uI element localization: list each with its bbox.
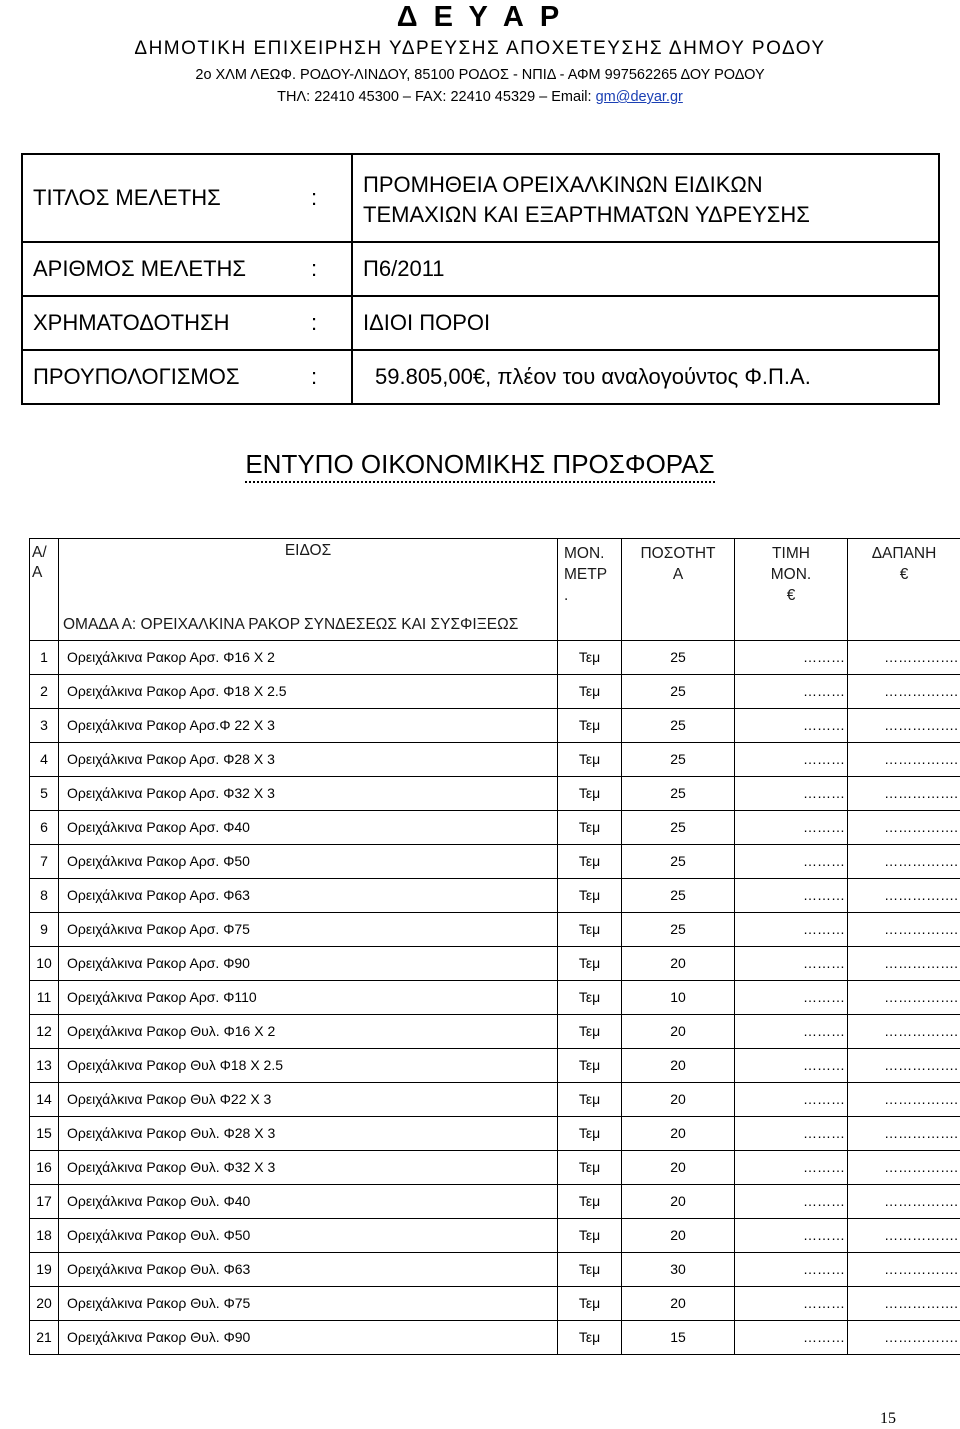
header-unit-line1: ΜΟΝ. bbox=[564, 545, 605, 562]
row-quantity: 25 bbox=[622, 878, 735, 912]
table-row bbox=[30, 776, 960, 810]
row-total: ……………. bbox=[848, 640, 960, 674]
row-total: ……………. bbox=[848, 1014, 960, 1048]
row-description: Ορειχάλκινα Ρακορ Θυλ. Φ50 bbox=[59, 1218, 558, 1252]
row-number: 2 bbox=[30, 674, 59, 708]
table-row bbox=[30, 1048, 960, 1082]
header-no-line2: Α bbox=[32, 564, 43, 581]
row-description: Ορειχάλκινα Ρακορ Αρσ. Φ90 bbox=[59, 946, 558, 980]
row-unit: Τεμ bbox=[558, 1286, 622, 1320]
row-unit-price: ……… bbox=[735, 1014, 848, 1048]
row-unit-price: ……… bbox=[735, 1320, 848, 1354]
header-item: ΕΙΔΟΣ bbox=[59, 539, 558, 616]
row-unit: Τεμ bbox=[558, 912, 622, 946]
row-total: ……………. bbox=[848, 674, 960, 708]
contact-text: ΤΗΛ: 22410 45300 – FAX: 22410 45329 – Email: bbox=[277, 89, 596, 105]
row-unit-price: ……… bbox=[735, 878, 848, 912]
row-description: Ορειχάλκινα Ρακορ Αρσ. Φ40 bbox=[59, 810, 558, 844]
row-number: 18 bbox=[30, 1218, 59, 1252]
row-number: 6 bbox=[30, 810, 59, 844]
row-unit: Τεμ bbox=[558, 1150, 622, 1184]
row-number: 17 bbox=[30, 1184, 59, 1218]
header-quantity bbox=[622, 539, 735, 641]
row-description: Ορειχάλκινα Ρακορ Θυλ. Φ28 Χ 3 bbox=[59, 1116, 558, 1150]
row-total: ……………. bbox=[848, 912, 960, 946]
row-unit-price: ……… bbox=[735, 844, 848, 878]
row-unit-price: ……… bbox=[735, 1082, 848, 1116]
row-unit: Τεμ bbox=[558, 776, 622, 810]
group-label: ΟΜΑΔΑ Α: ΟΡΕΙΧΑΛΚΙΝΑ ΡΑΚΟΡ ΣΥΝΔΕΣΕΩΣ ΚΑΙ ΣΥΣΦΙΞΕΩΣ bbox=[59, 616, 558, 641]
organization-contact bbox=[0, 88, 960, 106]
row-total: ……………. bbox=[848, 980, 960, 1014]
table-row bbox=[30, 742, 960, 776]
row-unit: Τεμ bbox=[558, 674, 622, 708]
table-row bbox=[30, 708, 960, 742]
page-number: 15 bbox=[880, 1410, 896, 1427]
table-row bbox=[30, 674, 960, 708]
header-total bbox=[848, 539, 960, 641]
row-quantity: 25 bbox=[622, 912, 735, 946]
header-total-line2: € bbox=[899, 566, 909, 583]
study-number-value: Π6/2011 bbox=[352, 242, 939, 296]
offer-table-header bbox=[30, 539, 960, 616]
row-unit-price: ……… bbox=[735, 946, 848, 980]
row-unit-price: ……… bbox=[735, 1218, 848, 1252]
header-unit-price bbox=[735, 539, 848, 641]
table-row bbox=[30, 1286, 960, 1320]
table-row bbox=[30, 640, 960, 674]
row-quantity: 25 bbox=[622, 742, 735, 776]
row-description: Ορειχάλκινα Ρακορ Αρσ. Φ63 bbox=[59, 878, 558, 912]
table-row bbox=[30, 1218, 960, 1252]
row-unit-price: ……… bbox=[735, 742, 848, 776]
row-total: ……………. bbox=[848, 1116, 960, 1150]
header-no bbox=[30, 539, 59, 641]
row-total: ……………. bbox=[848, 1048, 960, 1082]
table-row bbox=[30, 980, 960, 1014]
study-title-value-line1: ΠΡΟΜΗΘΕΙΑ ΟΡΕΙΧΑΛΚΙΝΩΝ ΕΙΔΙΚΩΝ bbox=[363, 172, 763, 197]
table-row bbox=[30, 878, 960, 912]
row-number: 7 bbox=[30, 844, 59, 878]
study-funding-value: ΙΔΙΟΙ ΠΟΡΟΙ bbox=[352, 296, 939, 350]
row-unit-price: ……… bbox=[735, 776, 848, 810]
row-number: 10 bbox=[30, 946, 59, 980]
organization-acronym: Δ Ε Υ Α Ρ bbox=[396, 1, 564, 33]
row-total: ……………. bbox=[848, 1184, 960, 1218]
row-unit-price: ……… bbox=[735, 810, 848, 844]
row-total: ……………. bbox=[848, 1286, 960, 1320]
row-description: Ορειχάλκινα Ρακορ Αρσ.Φ 22 Χ 3 bbox=[59, 708, 558, 742]
row-description: Ορειχάλκινα Ρακορ Θυλ. Φ32 Χ 3 bbox=[59, 1150, 558, 1184]
row-unit-price: ……… bbox=[735, 674, 848, 708]
row-total: ……………. bbox=[848, 1218, 960, 1252]
row-description: Ορειχάλκινα Ρακορ Αρσ. Φ110 bbox=[59, 980, 558, 1014]
study-budget-label: ΠΡΟΥΠΟΛΟΓΙΣΜΟΣ bbox=[22, 350, 301, 404]
row-unit-price: ……… bbox=[735, 1184, 848, 1218]
row-quantity: 15 bbox=[622, 1320, 735, 1354]
row-total: ……………. bbox=[848, 1320, 960, 1354]
row-number: 19 bbox=[30, 1252, 59, 1286]
header-unit-price-line3: € bbox=[786, 587, 796, 604]
row-unit: Τεμ bbox=[558, 1320, 622, 1354]
row-total: ……………. bbox=[848, 1150, 960, 1184]
row-description: Ορειχάλκινα Ρακορ Αρσ. Φ32 Χ 3 bbox=[59, 776, 558, 810]
table-row bbox=[30, 1082, 960, 1116]
table-row bbox=[30, 1150, 960, 1184]
row-unit: Τεμ bbox=[558, 844, 622, 878]
row-unit: Τεμ bbox=[558, 1184, 622, 1218]
row-unit-price: ……… bbox=[735, 640, 848, 674]
row-quantity: 20 bbox=[622, 1286, 735, 1320]
study-info-table bbox=[21, 153, 940, 405]
row-unit: Τεμ bbox=[558, 1082, 622, 1116]
row-number: 11 bbox=[30, 980, 59, 1014]
row-unit: Τεμ bbox=[558, 1218, 622, 1252]
row-quantity: 20 bbox=[622, 1048, 735, 1082]
row-description: Ορειχάλκινα Ρακορ Θυλ. Φ16 Χ 2 bbox=[59, 1014, 558, 1048]
organization-name: ΔΗΜΟΤΙΚΗ ΕΠΙΧΕΙΡΗΣΗ ΥΔΡΕΥΣΗΣ ΑΠΟΧΕΤΕΥΣΗΣ ΔΗΜΟΥ ΡΟΔΟΥ bbox=[134, 38, 826, 59]
row-quantity: 20 bbox=[622, 1150, 735, 1184]
table-row bbox=[30, 810, 960, 844]
organization-address: 2ο ΧΛΜ ΛΕΩΦ. ΡΟΔΟΥ-ΛΙΝΔΟΥ, 85100 ΡΟΔΟΣ - ΝΠΙΔ - ΑΦΜ 997562265 ΔΟΥ ΡΟΔΟΥ bbox=[195, 67, 765, 83]
row-unit-price: ……… bbox=[735, 1048, 848, 1082]
header-quantity-line1: ΠΟΣΟΤΗΤ bbox=[640, 545, 716, 562]
table-row bbox=[30, 1116, 960, 1150]
row-total: ……………. bbox=[848, 844, 960, 878]
row-description: Ορειχάλκινα Ρακορ Θυλ. Φ63 bbox=[59, 1252, 558, 1286]
row-quantity: 20 bbox=[622, 1184, 735, 1218]
row-total: ……………. bbox=[848, 1252, 960, 1286]
row-number: 9 bbox=[30, 912, 59, 946]
row-unit: Τεμ bbox=[558, 878, 622, 912]
header-unit bbox=[558, 539, 622, 641]
table-row bbox=[30, 1184, 960, 1218]
row-unit: Τεμ bbox=[558, 708, 622, 742]
row-quantity: 30 bbox=[622, 1252, 735, 1286]
row-description: Ορειχάλκινα Ρακορ Θυλ Φ18 Χ 2.5 bbox=[59, 1048, 558, 1082]
row-description: Ορειχάλκινα Ρακορ Θυλ. Φ40 bbox=[59, 1184, 558, 1218]
email-link[interactable]: gm@deyar.gr bbox=[595, 89, 683, 105]
study-budget-value: 59.805,00€, πλέον του αναλογούντος Φ.Π.Α. bbox=[352, 350, 939, 404]
row-quantity: 20 bbox=[622, 1014, 735, 1048]
row-number: 1 bbox=[30, 640, 59, 674]
row-number: 14 bbox=[30, 1082, 59, 1116]
header-unit-price-line2: ΜΟΝ. bbox=[770, 566, 812, 583]
study-row-budget bbox=[22, 350, 939, 404]
row-number: 8 bbox=[30, 878, 59, 912]
row-total: ……………. bbox=[848, 776, 960, 810]
row-number: 12 bbox=[30, 1014, 59, 1048]
study-row-funding bbox=[22, 296, 939, 350]
study-row-number bbox=[22, 242, 939, 296]
study-title-value-line2: ΤΕΜΑΧΙΩΝ ΚΑΙ ΕΞΑΡΤΗΜΑΤΩΝ ΥΔΡΕΥΣΗΣ bbox=[363, 202, 810, 227]
study-title-colon: : bbox=[301, 154, 352, 242]
row-quantity: 25 bbox=[622, 708, 735, 742]
row-quantity: 25 bbox=[622, 844, 735, 878]
study-funding-label: ΧΡΗΜΑΤΟΔΟΤΗΣΗ bbox=[22, 296, 301, 350]
row-unit-price: ……… bbox=[735, 1286, 848, 1320]
header-unit-line2: ΜΕΤΡ bbox=[564, 566, 608, 583]
row-total: ……………. bbox=[848, 708, 960, 742]
table-row bbox=[30, 1252, 960, 1286]
study-title-value bbox=[352, 154, 939, 242]
row-quantity: 25 bbox=[622, 640, 735, 674]
row-number: 5 bbox=[30, 776, 59, 810]
study-funding-colon: : bbox=[301, 296, 352, 350]
row-unit: Τεμ bbox=[558, 810, 622, 844]
row-unit: Τεμ bbox=[558, 640, 622, 674]
row-unit-price: ……… bbox=[735, 980, 848, 1014]
form-title bbox=[0, 449, 960, 480]
row-unit: Τεμ bbox=[558, 946, 622, 980]
form-title-text: ΕΝΤΥΠΟ ΟΙΚΟΝΟΜΙΚΗΣ ΠΡΟΣΦΟΡΑΣ bbox=[245, 449, 714, 483]
study-title-label: ΤΙΤΛΟΣ ΜΕΛΕΤΗΣ bbox=[22, 154, 301, 242]
row-description: Ορειχάλκινα Ρακορ Θυλ. Φ75 bbox=[59, 1286, 558, 1320]
row-unit: Τεμ bbox=[558, 1014, 622, 1048]
row-unit-price: ……… bbox=[735, 1116, 848, 1150]
offer-table-body bbox=[30, 640, 960, 1354]
row-number: 21 bbox=[30, 1320, 59, 1354]
row-number: 20 bbox=[30, 1286, 59, 1320]
row-quantity: 20 bbox=[622, 946, 735, 980]
row-description: Ορειχάλκινα Ρακορ Αρσ. Φ50 bbox=[59, 844, 558, 878]
row-unit: Τεμ bbox=[558, 1116, 622, 1150]
row-unit: Τεμ bbox=[558, 1048, 622, 1082]
header-unit-price-line1: ΤΙΜΗ bbox=[772, 545, 810, 562]
row-number: 4 bbox=[30, 742, 59, 776]
table-row bbox=[30, 1320, 960, 1354]
row-quantity: 20 bbox=[622, 1082, 735, 1116]
offer-table bbox=[29, 538, 960, 1355]
header-quantity-line2: Α bbox=[672, 566, 684, 583]
row-description: Ορειχάλκινα Ρακορ Αρσ. Φ75 bbox=[59, 912, 558, 946]
row-quantity: 25 bbox=[622, 674, 735, 708]
study-budget-colon: : bbox=[301, 350, 352, 404]
row-unit: Τεμ bbox=[558, 980, 622, 1014]
row-quantity: 20 bbox=[622, 1218, 735, 1252]
study-row-title bbox=[22, 154, 939, 242]
table-row bbox=[30, 1014, 960, 1048]
table-row bbox=[30, 946, 960, 980]
row-unit-price: ……… bbox=[735, 1252, 848, 1286]
header-total-line1: ΔΑΠΑΝΗ bbox=[871, 545, 937, 562]
row-description: Ορειχάλκινα Ρακορ Θυλ. Φ90 bbox=[59, 1320, 558, 1354]
header-unit-line3: . bbox=[564, 587, 569, 604]
row-quantity: 25 bbox=[622, 810, 735, 844]
row-unit: Τεμ bbox=[558, 1252, 622, 1286]
row-total: ……………. bbox=[848, 742, 960, 776]
row-description: Ορειχάλκινα Ρακορ Θυλ Φ22 Χ 3 bbox=[59, 1082, 558, 1116]
row-unit-price: ……… bbox=[735, 912, 848, 946]
row-number: 13 bbox=[30, 1048, 59, 1082]
row-quantity: 10 bbox=[622, 980, 735, 1014]
row-description: Ορειχάλκινα Ρακορ Αρσ. Φ18 Χ 2.5 bbox=[59, 674, 558, 708]
row-description: Ορειχάλκινα Ρακορ Αρσ. Φ16 Χ 2 bbox=[59, 640, 558, 674]
table-row bbox=[30, 844, 960, 878]
row-total: ……………. bbox=[848, 878, 960, 912]
row-total: ……………. bbox=[848, 946, 960, 980]
row-unit-price: ……… bbox=[735, 708, 848, 742]
row-total: ……………. bbox=[848, 1082, 960, 1116]
row-number: 16 bbox=[30, 1150, 59, 1184]
row-description: Ορειχάλκινα Ρακορ Αρσ. Φ28 Χ 3 bbox=[59, 742, 558, 776]
row-unit-price: ……… bbox=[735, 1150, 848, 1184]
study-number-colon: : bbox=[301, 242, 352, 296]
row-number: 15 bbox=[30, 1116, 59, 1150]
row-number: 3 bbox=[30, 708, 59, 742]
row-quantity: 25 bbox=[622, 776, 735, 810]
table-row bbox=[30, 912, 960, 946]
study-number-label: ΑΡΙΘΜΟΣ ΜΕΛΕΤΗΣ bbox=[22, 242, 301, 296]
header-no-line1: Α/ bbox=[32, 544, 47, 561]
row-unit: Τεμ bbox=[558, 742, 622, 776]
row-quantity: 20 bbox=[622, 1116, 735, 1150]
row-total: ……………. bbox=[848, 810, 960, 844]
